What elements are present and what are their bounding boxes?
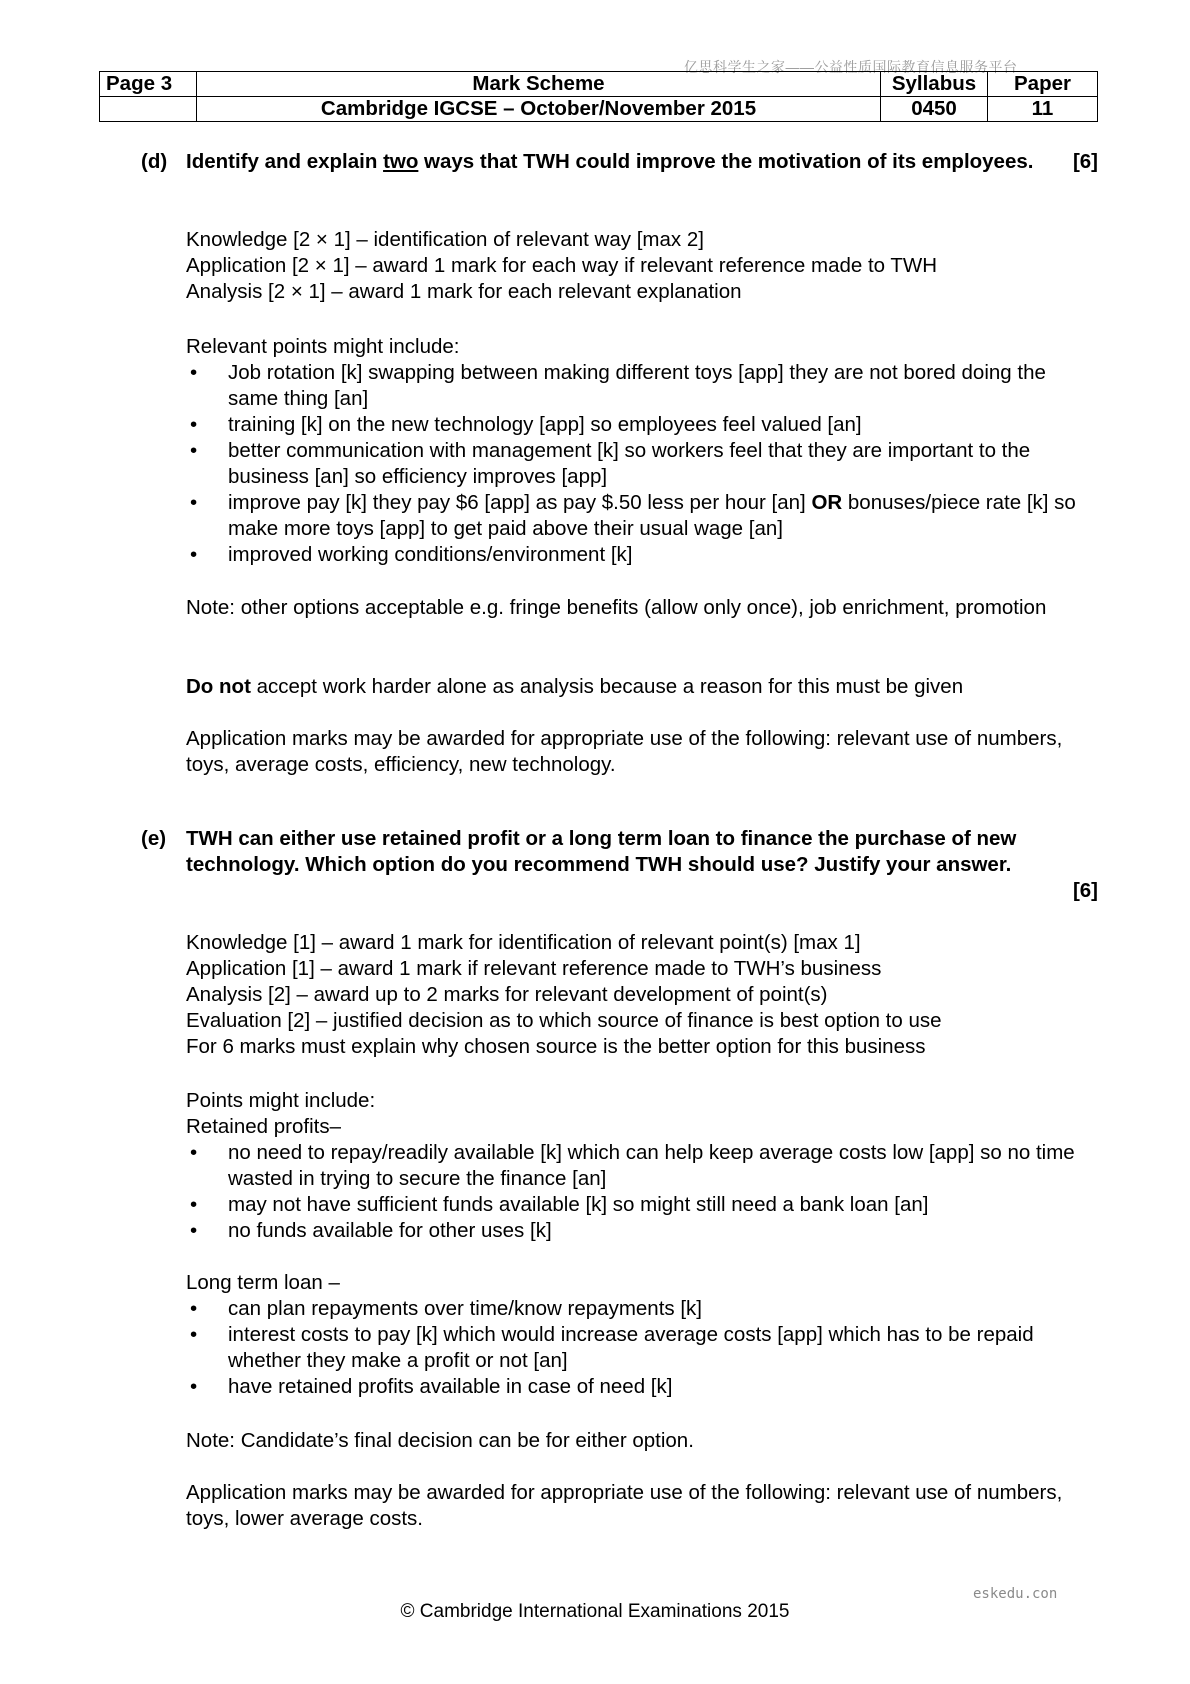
criteria-line: Application [2 × 1] – award 1 mark for each way if relevant reference made to TWH	[186, 254, 938, 277]
document-title: Mark Scheme	[197, 72, 881, 97]
criteria-line: Evaluation [2] – justified decision as to which source of finance is best option to use	[186, 1009, 942, 1032]
donot-rest: accept work harder alone as analysis because a reason for this must be given	[250, 675, 964, 698]
loan-heading: Long term loan –	[186, 1271, 340, 1294]
pay-text-b: bonuses/piece rate [k] so make more toys [app] to get paid above their usual wage [an]	[228, 491, 1076, 540]
document-subtitle: Cambridge IGCSE – October/November 2015	[197, 97, 881, 122]
page-number: Page 3	[100, 72, 197, 97]
list-item: • no need to repay/readily available [k] which can help keep average costs low [app] so no time wasted in trying to secure the finance [an]	[186, 1140, 1098, 1192]
question-d-criteria	[186, 227, 1098, 305]
question-d-donot	[186, 674, 1098, 700]
question-d-marks: [6]	[1072, 150, 1098, 173]
question-d	[141, 149, 1098, 175]
list-item: • training [k] on the new technology [app] so employees feel valued [an]	[186, 412, 1098, 438]
retained-list	[186, 1140, 1098, 1244]
paper-label: Paper	[988, 72, 1098, 97]
paper-number: 11	[988, 97, 1098, 122]
donot-bold: Do not	[186, 675, 251, 698]
list-item: • no funds available for other uses [k]	[186, 1218, 1098, 1244]
criteria-line: Application [1] – award 1 mark if relevant reference made to TWH’s business	[186, 957, 882, 980]
list-item: • can plan repayments over time/know repayments [k]	[186, 1296, 1098, 1322]
site-watermark: eskedu.con	[973, 1586, 1058, 1602]
question-d-app-note: Application marks may be awarded for appropriate use of the following: relevant use of numbers, toys, average costs, efficiency, new technology.	[186, 727, 1063, 776]
list-item: • may not have sufficient funds available [k] so might still need a bank loan [an]	[186, 1192, 1098, 1218]
question-e-marks: [6]	[1072, 879, 1098, 902]
list-item: • Job rotation [k] swapping between making different toys [app] they are not bored doing the same thing [an]	[186, 360, 1098, 412]
question-e-label: (e)	[141, 827, 167, 850]
question-d-text	[186, 149, 1098, 175]
question-d-underlined: two	[383, 150, 419, 173]
retained-heading: Retained profits–	[186, 1115, 341, 1138]
question-d-text-b: ways that TWH could improve the motivation of its employees.	[418, 150, 1034, 173]
list-item: • better communication with management [k] so workers feel that they are important to the business [an] so efficiency improves [app]	[186, 438, 1098, 490]
watermark-text: 亿思科学生之家——公益性质国际教育信息服务平台	[684, 59, 1018, 75]
list-item: • interest costs to pay [k] which would increase average costs [app] which has to be repaid whether they make a profit or not [an]	[186, 1322, 1098, 1374]
question-e-loan	[186, 1270, 1098, 1400]
pay-or: OR	[811, 491, 843, 514]
syllabus-label: Syllabus	[881, 72, 988, 97]
question-d-points	[186, 334, 1098, 568]
question-e-text: TWH can either use retained profit or a long term loan to finance the purchase of new technology. Which option do you recommend TWH should use? Justify your answer.	[186, 827, 1017, 876]
question-e-retained	[186, 1088, 1098, 1244]
question-e	[141, 826, 1098, 904]
criteria-line: Analysis [2 × 1] – award 1 mark for each relevant explanation	[186, 280, 742, 303]
question-d-label: (d)	[141, 150, 168, 173]
header-table	[99, 71, 1098, 122]
list-item: • have retained profits available in case of need [k]	[186, 1374, 1098, 1400]
criteria-line: Knowledge [2 × 1] – identification of relevant way [max 2]	[186, 228, 704, 251]
points-list	[186, 360, 1098, 568]
pay-text-a: improve pay [k] they pay $6 [app] as pay $.50 less per hour [an]	[228, 491, 812, 514]
list-item: • improved working conditions/environment [k]	[186, 542, 1098, 568]
list-item	[186, 490, 1098, 542]
question-e-note: Note: Candidate’s final decision can be for either option.	[186, 1429, 694, 1452]
syllabus-code: 0450	[881, 97, 988, 122]
empty-cell	[100, 97, 197, 122]
loan-list	[186, 1296, 1098, 1400]
points-intro: Relevant points might include:	[186, 335, 460, 358]
points-intro: Points might include:	[186, 1089, 376, 1112]
question-e-criteria	[186, 930, 1098, 1060]
criteria-line: Analysis [2] – award up to 2 marks for relevant development of point(s)	[186, 983, 828, 1006]
question-d-note: Note: other options acceptable e.g. fringe benefits (allow only once), job enrichment, promotion	[186, 596, 1047, 619]
criteria-line: For 6 marks must explain why chosen source is the better option for this business	[186, 1035, 926, 1058]
question-d-text-a: Identify and explain	[186, 150, 384, 173]
question-e-app-note: Application marks may be awarded for appropriate use of the following: relevant use of numbers, toys, lower average costs.	[186, 1481, 1063, 1530]
page-footer: © Cambridge International Examinations 2015	[400, 1601, 790, 1622]
criteria-line: Knowledge [1] – award 1 mark for identification of relevant point(s) [max 1]	[186, 931, 861, 954]
